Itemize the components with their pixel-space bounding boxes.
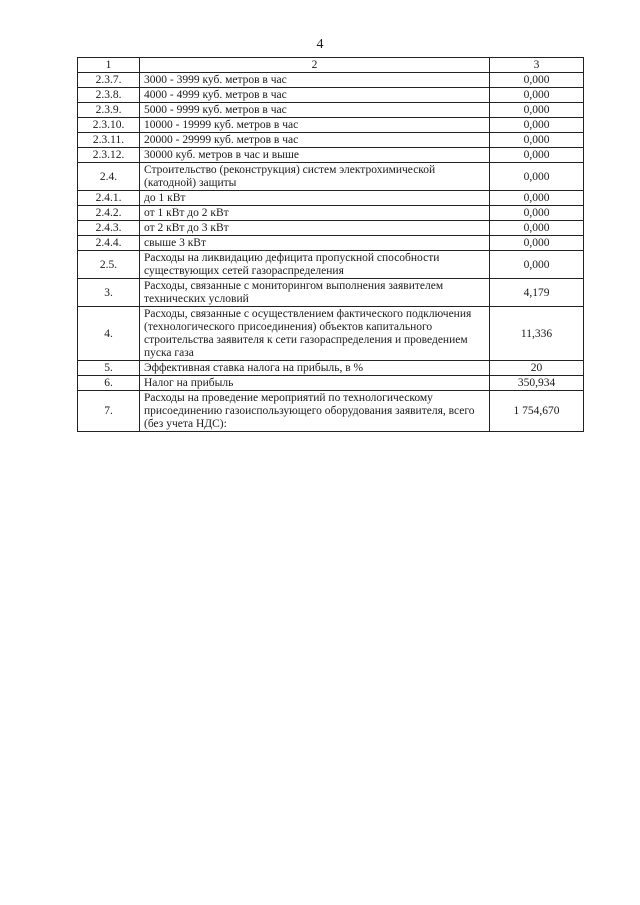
row-value: 0,000 xyxy=(490,133,584,148)
row-value: 0,000 xyxy=(490,251,584,279)
row-description: 4000 - 4999 куб. метров в час xyxy=(140,88,490,103)
row-number: 2.4.2. xyxy=(78,206,140,221)
row-description: Расходы, связанные с мониторингом выполнения заявителем технических условий xyxy=(140,279,490,307)
row-description: Строительство (реконструкция) систем электрохимической (катодной) защиты xyxy=(140,163,490,191)
row-value: 1 754,670 xyxy=(490,391,584,432)
table-row xyxy=(78,391,584,432)
row-value: 11,336 xyxy=(490,307,584,361)
row-number: 4. xyxy=(78,307,140,361)
row-description: Расходы, связанные с осуществлением фактического подключения (технологического присоединения) объектов капитального строительства заявителя к сети газораспределения и проведением пуска газа xyxy=(140,307,490,361)
row-description: до 1 кВт xyxy=(140,191,490,206)
row-number: 2.4.4. xyxy=(78,236,140,251)
table-row xyxy=(78,163,584,191)
header-cell-2: 2 xyxy=(140,58,490,73)
table-row xyxy=(78,251,584,279)
row-description: от 2 кВт до 3 кВт xyxy=(140,221,490,236)
row-description: от 1 кВт до 2 кВт xyxy=(140,206,490,221)
row-value: 0,000 xyxy=(490,103,584,118)
cost-table xyxy=(77,57,584,432)
row-value: 0,000 xyxy=(490,148,584,163)
row-number: 2.4.3. xyxy=(78,221,140,236)
row-number: 2.4.1. xyxy=(78,191,140,206)
row-description: 30000 куб. метров в час и выше xyxy=(140,148,490,163)
table-row xyxy=(78,133,584,148)
row-number: 5. xyxy=(78,361,140,376)
table-row xyxy=(78,206,584,221)
table-row xyxy=(78,148,584,163)
header-cell-3: 3 xyxy=(490,58,584,73)
table-row xyxy=(78,88,584,103)
row-value: 0,000 xyxy=(490,191,584,206)
table-row xyxy=(78,279,584,307)
table-row xyxy=(78,307,584,361)
row-number: 2.3.8. xyxy=(78,88,140,103)
table-row xyxy=(78,118,584,133)
table-row xyxy=(78,361,584,376)
row-value: 0,000 xyxy=(490,206,584,221)
row-description: Расходы на проведение мероприятий по технологическому присоединению газоиспользующего оборудования заявителя, всего (без учета НДС): xyxy=(140,391,490,432)
row-number: 2.3.11. xyxy=(78,133,140,148)
row-number: 7. xyxy=(78,391,140,432)
row-value: 20 xyxy=(490,361,584,376)
table-row xyxy=(78,103,584,118)
page-number: 4 xyxy=(316,37,324,52)
row-description: Налог на прибыль xyxy=(140,376,490,391)
row-number: 2.4. xyxy=(78,163,140,191)
row-value: 0,000 xyxy=(490,163,584,191)
row-number: 3. xyxy=(78,279,140,307)
row-description: 5000 - 9999 куб. метров в час xyxy=(140,103,490,118)
table-row xyxy=(78,221,584,236)
row-description: свыше 3 кВт xyxy=(140,236,490,251)
row-description: Эффективная ставка налога на прибыль, в % xyxy=(140,361,490,376)
row-number: 2.5. xyxy=(78,251,140,279)
row-value: 0,000 xyxy=(490,221,584,236)
row-number: 2.3.12. xyxy=(78,148,140,163)
row-description: 10000 - 19999 куб. метров в час xyxy=(140,118,490,133)
row-value: 350,934 xyxy=(490,376,584,391)
table-row xyxy=(78,236,584,251)
table-row xyxy=(78,376,584,391)
row-description: 20000 - 29999 куб. метров в час xyxy=(140,133,490,148)
row-value: 0,000 xyxy=(490,73,584,88)
header-cell-1: 1 xyxy=(78,58,140,73)
table-row xyxy=(78,191,584,206)
table-header-row xyxy=(78,58,584,73)
row-value: 0,000 xyxy=(490,118,584,133)
row-description: Расходы на ликвидацию дефицита пропускной способности существующих сетей газораспределения xyxy=(140,251,490,279)
row-description: 3000 - 3999 куб. метров в час xyxy=(140,73,490,88)
table-row xyxy=(78,73,584,88)
row-number: 2.3.7. xyxy=(78,73,140,88)
row-number: 2.3.10. xyxy=(78,118,140,133)
row-number: 2.3.9. xyxy=(78,103,140,118)
row-value: 0,000 xyxy=(490,236,584,251)
row-number: 6. xyxy=(78,376,140,391)
row-value: 0,000 xyxy=(490,88,584,103)
row-value: 4,179 xyxy=(490,279,584,307)
